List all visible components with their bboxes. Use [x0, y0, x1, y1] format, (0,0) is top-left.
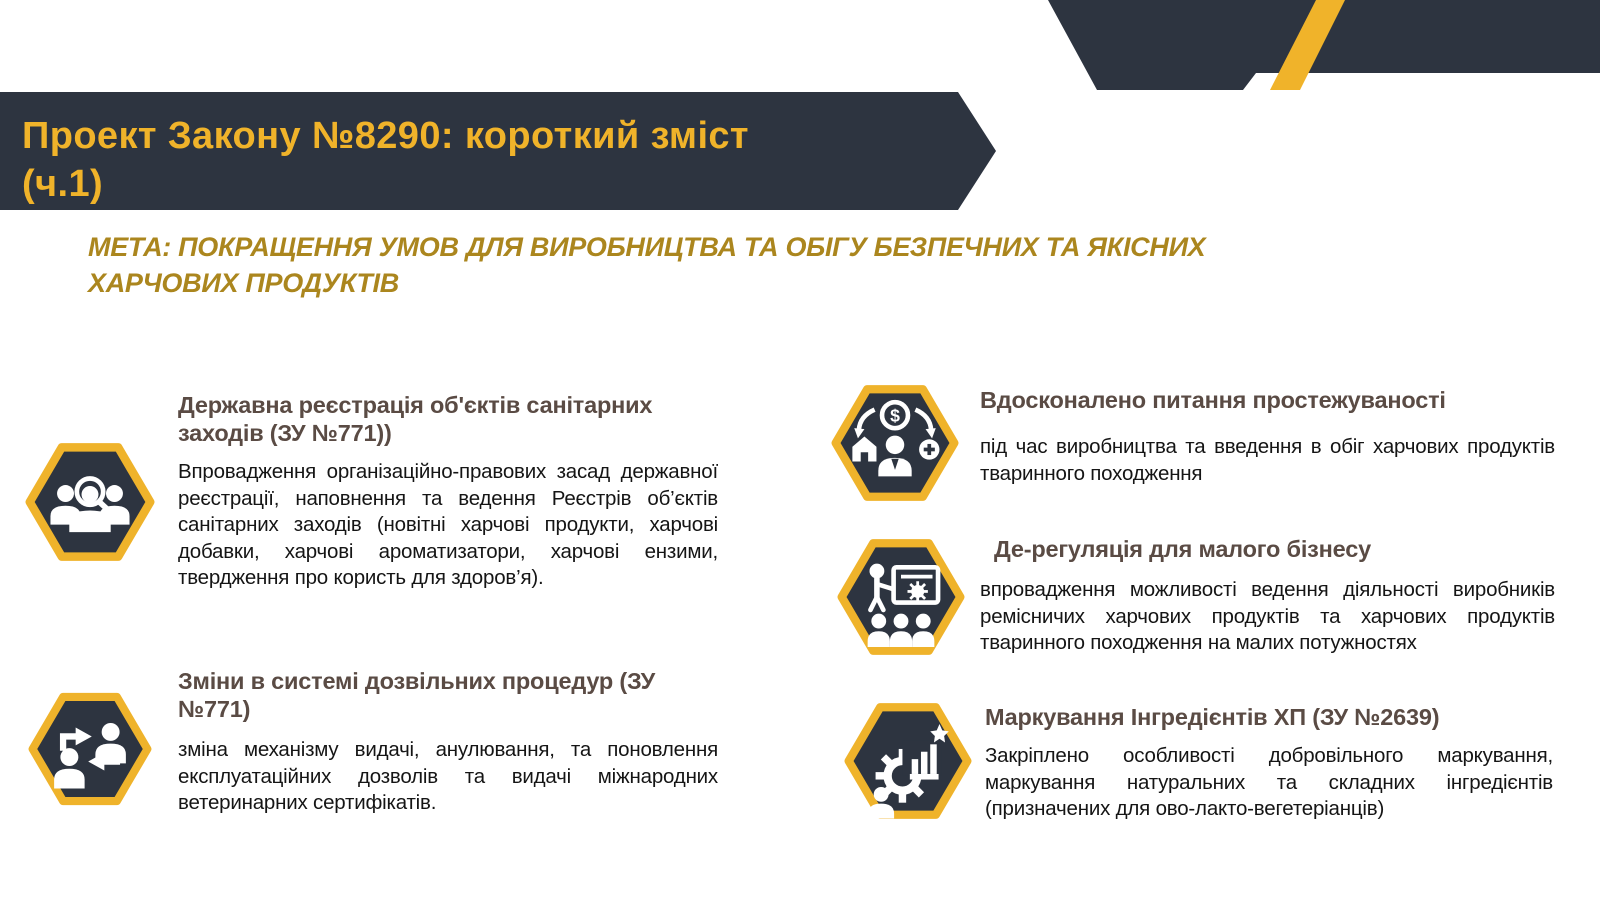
- item-body: зміна механізму видачі, анулювання, та поновлення експлуатаційних дозволів та видачі міжнародних ветеринарних сертифікатів.: [178, 738, 718, 814]
- goal-subtitle-line1: МЕТА: ПОКРАЩЕННЯ УМОВ ДЛЯ ВИРОБНИЦТВА ТА ОБІГУ БЕЗПЕЧНИХ ТА ЯКІСНИХ: [88, 232, 1206, 262]
- gear-growth-chart-icon: [843, 698, 973, 824]
- goal-subtitle-line2: ХАРЧОВИХ ПРОДУКТІВ: [88, 268, 399, 298]
- page-title: [22, 112, 962, 208]
- page-title-line1: Проект Закону №8290: короткий зміст: [22, 115, 749, 157]
- item-body: Закріплено особливості добровільного маркування, маркування натуральних та складних інгредієнтів (призначених для ово-лакто-вегетеріанців): [985, 744, 1553, 820]
- info-item-permits: [178, 667, 718, 817]
- item-body: Впровадження організаційно-правових засад державної реєстрації, наповнення та ведення Реєстрів об’єктів санітарних заходів (новітні харчові продукти, харчові добавки, харчові ароматизатори, харчові ензими, твердження про користь для здоров’я).: [178, 460, 718, 589]
- item-body: впровадження можливості ведення діяльності виробників ремісничих харчових продуктів та харчових продуктів тваринного походження на малих потужностях: [980, 578, 1555, 654]
- page-title-line2: (ч.1): [22, 163, 104, 205]
- training-presentation-icon: [836, 534, 966, 660]
- goal-subtitle: [88, 229, 1288, 301]
- people-exchange-icon: [27, 688, 153, 810]
- info-item-labeling: [985, 703, 1553, 823]
- item-heading: Державна реєстрація об'єктів санітарних заходів (ЗУ №771)): [178, 392, 653, 446]
- item-heading: Маркування Інгредієнтів ХП (ЗУ №2639): [985, 704, 1440, 730]
- people-search-icon: [24, 438, 156, 566]
- info-item-registration: [178, 391, 718, 592]
- info-item-deregulation: [980, 535, 1555, 657]
- info-item-traceability: [980, 386, 1555, 487]
- item-heading: Вдосконалено питання простежуваності: [980, 387, 1446, 413]
- item-body: під час виробництва та введення в обіг харчових продуктів тваринного походження: [980, 435, 1555, 485]
- money-distribution-icon: [830, 380, 960, 506]
- dollar-glyph: $: [890, 405, 900, 426]
- corner-decoration: [1040, 0, 1600, 92]
- item-heading: Зміни в системі дозвільних процедур (ЗУ №771): [178, 668, 656, 722]
- item-heading: Де-регуляція для малого бізнесу: [994, 536, 1371, 562]
